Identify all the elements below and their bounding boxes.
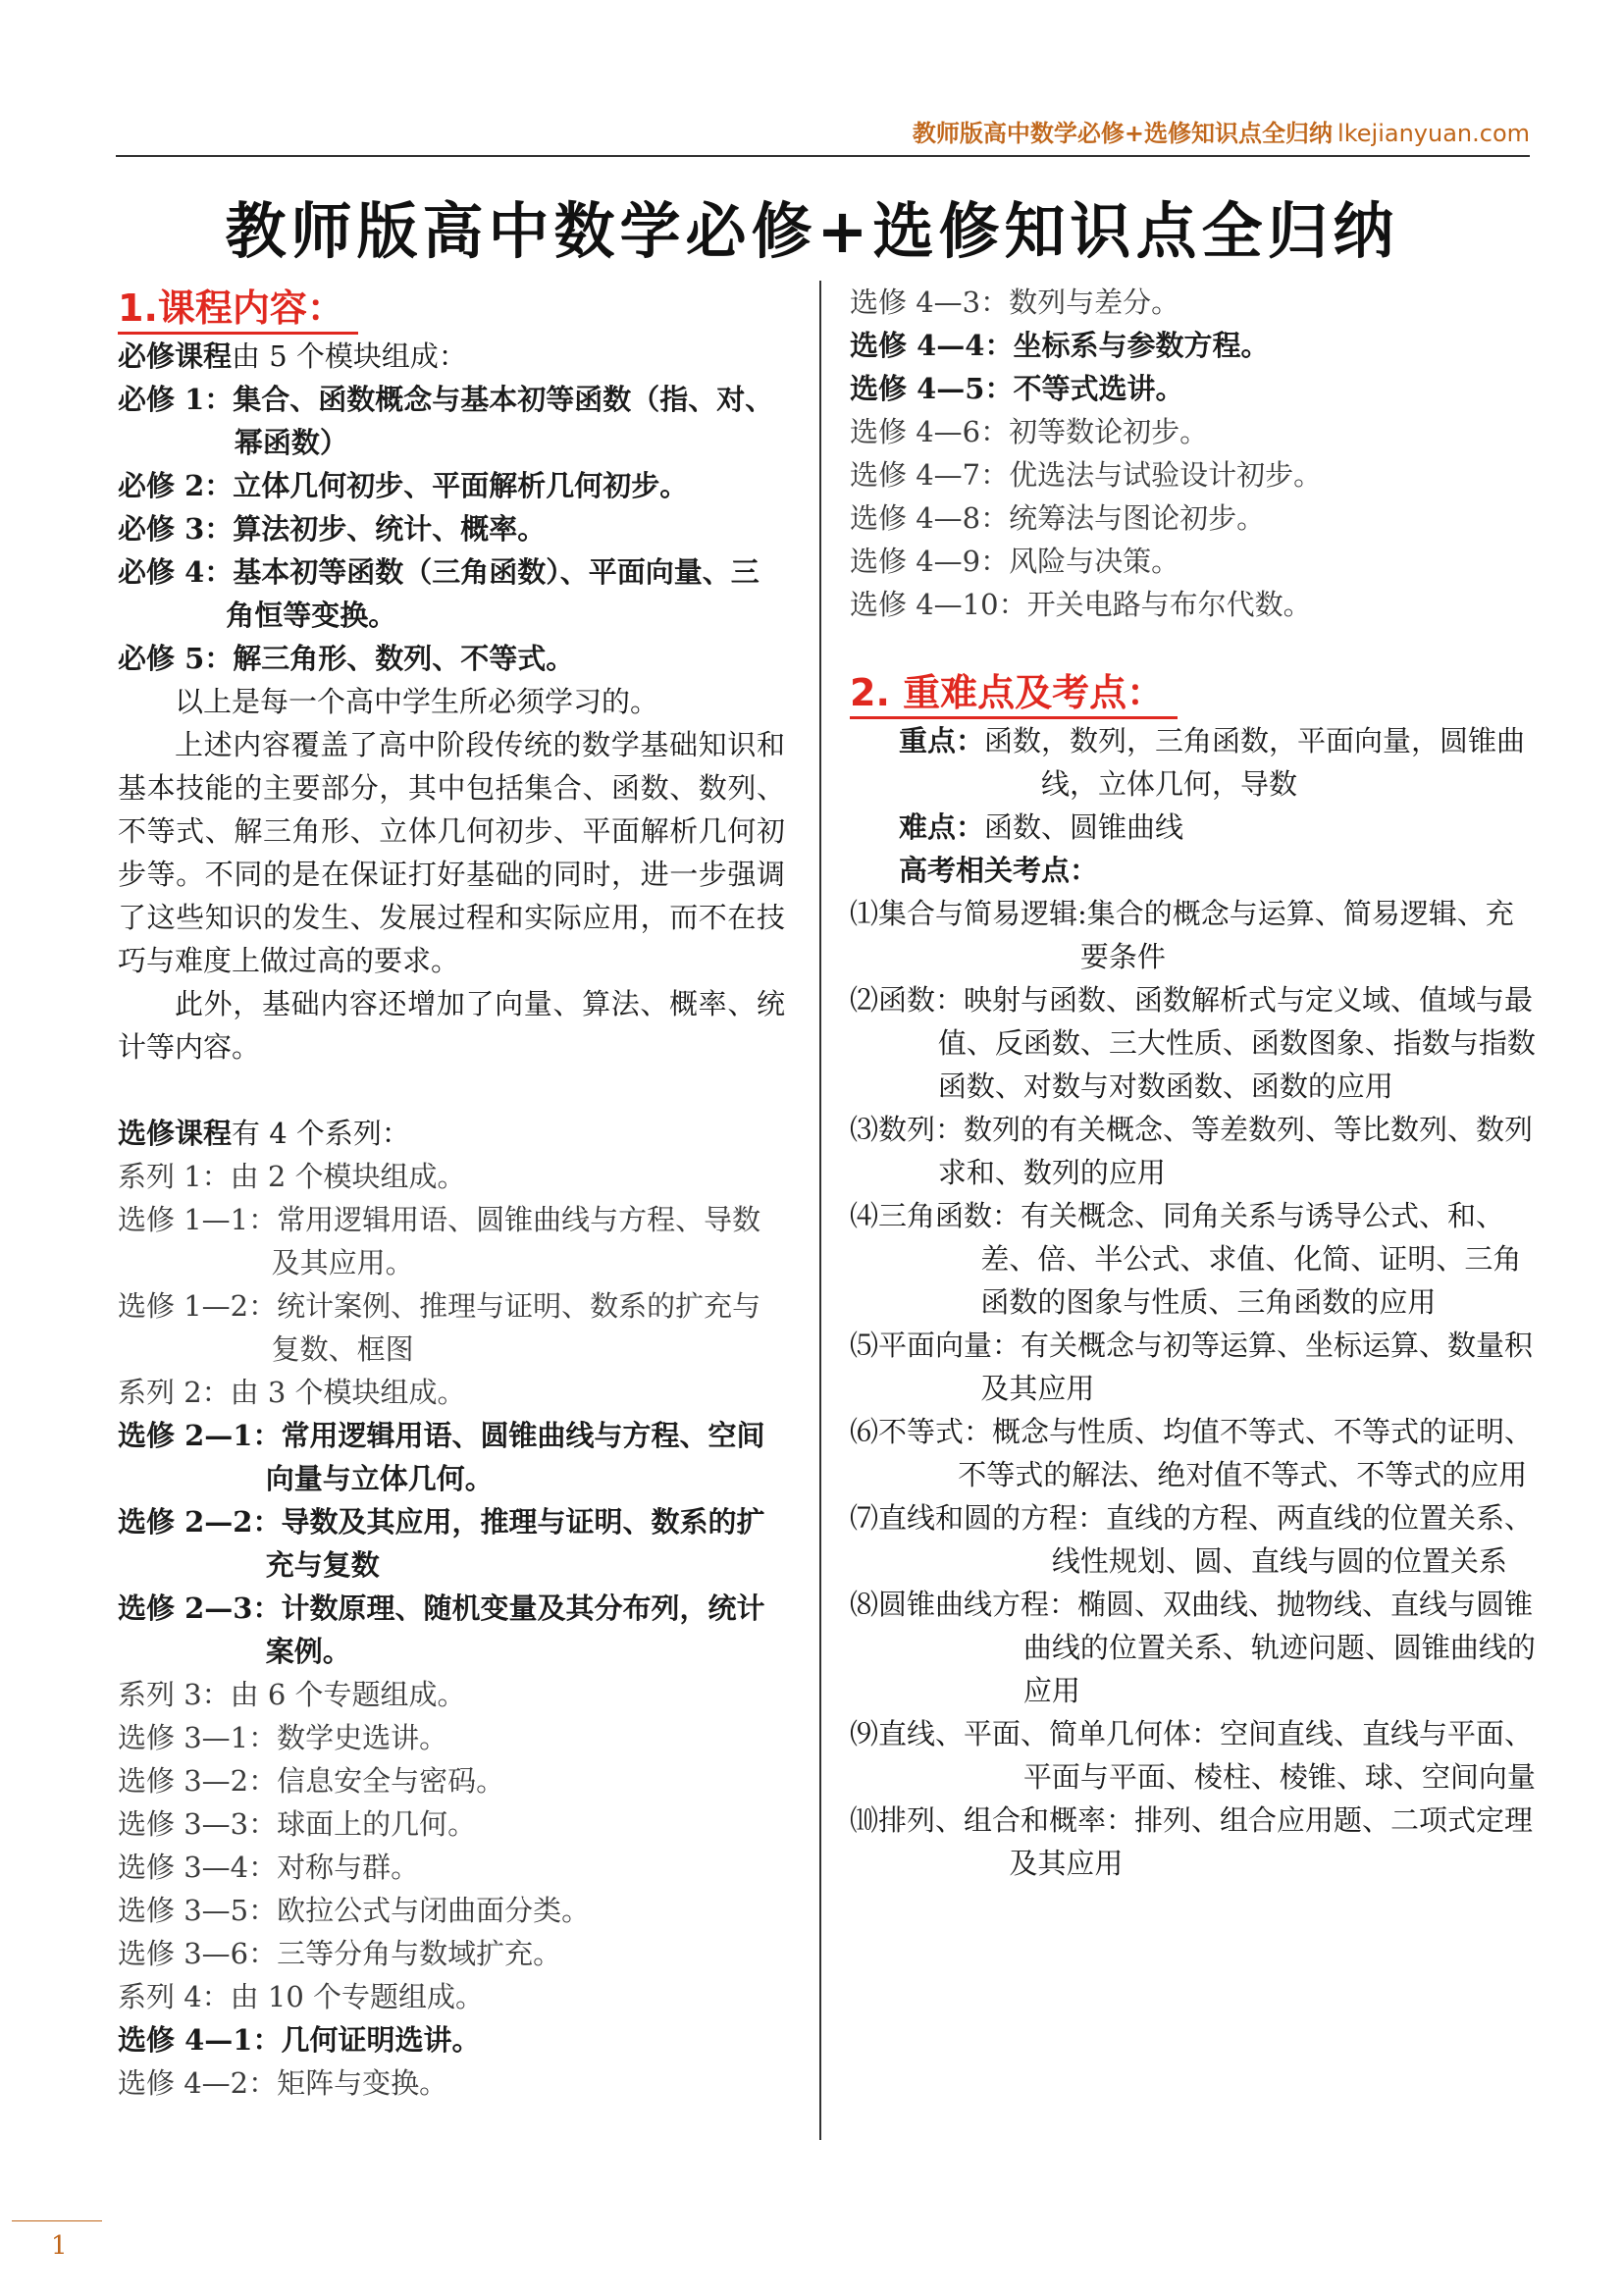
key-points: 重点：函数，数列，三角函数，平面向量，圆锥曲线，立体几何，导数: [899, 724, 1526, 801]
section-heading-course: 1.课程内容：: [118, 285, 358, 335]
exam-point-2: ⑵函数：映射与函数、函数解析式与定义域、值域与最值、反函数、三大性质、函数图象、指数与指数函数、对数与对数函数、函数的应用: [850, 983, 1536, 1103]
elective-1-2: 选修 1—2：统计案例、推理与证明、数系的扩充与复数、框图: [118, 1289, 761, 1366]
required-module-2: 必修 2：立体几何初步、平面解析几何初步。: [118, 469, 689, 502]
left-column: [118, 285, 785, 2105]
exam-point-5: ⑸平面向量：有关概念与初等运算、坐标运算、数量积及其应用: [850, 1329, 1534, 1405]
header-title: 教师版高中数学必修+选修知识点全归纳: [912, 120, 1333, 147]
elective-4-9: 选修 4—9：风险与决策。: [850, 545, 1180, 578]
elective-4-8: 选修 4—8：统筹法与图论初步。: [850, 501, 1266, 535]
elective-2-3: 选修 2—3：计数原理、随机变量及其分布列，统计案例。: [118, 1592, 765, 1668]
required-module-1: 必修 1：集合、函数概念与基本初等函数（指、对、幂函数）: [118, 383, 774, 459]
required-intro: 必修课程由 5 个模块组成：: [118, 339, 467, 373]
paragraph-2: 上述内容覆盖了高中阶段传统的数学基础知识和基本技能的主要部分，其中包括集合、函数、数列、不等式、解三角形、立体几何初步、平面解析几何初步等。不同的是在保证打好基础的同时，进一步强调了这些知识的发生、发展过程和实际应用，而不在技巧与难度上做过高的要求。: [118, 728, 785, 977]
elective-3-3: 选修 3—3：球面上的几何。: [118, 1807, 477, 1841]
elective-4-1: 选修 4—1：几何证明选讲。: [118, 2023, 481, 2057]
exam-point-8: ⑻圆锥曲线方程：椭圆、双曲线、抛物线、直线与圆锥曲线的位置关系、轨迹问题、圆锥曲线的应用: [850, 1588, 1536, 1707]
elective-3-4: 选修 3—4：对称与群。: [118, 1851, 420, 1884]
series-1: 系列 1：由 2 个模块组成。: [118, 1160, 466, 1193]
elective-4-4: 选修 4—4：坐标系与参数方程。: [850, 329, 1270, 362]
section-heading-key-points: 2. 重难点及考点：: [850, 669, 1178, 719]
series-4: 系列 4：由 10 个专题组成。: [118, 1980, 485, 2013]
exam-points-label: 高考相关考点：: [899, 854, 1099, 887]
exam-point-6: ⑹不等式：概念与性质、均值不等式、不等式的证明、不等式的解法、绝对值不等式、不等式的应用: [850, 1415, 1534, 1491]
elective-4-6: 选修 4—6：初等数论初步。: [850, 415, 1209, 448]
exam-point-4: ⑷三角函数：有关概念、同角关系与诱导公式、和、差、倍、半公式、求值、化简、证明、三角函数的图象与性质、三角函数的应用: [850, 1199, 1522, 1319]
elective-2-1: 选修 2—1：常用逻辑用语、圆锥曲线与方程、空间向量与立体几何。: [118, 1419, 765, 1495]
exam-point-3: ⑶数列：数列的有关概念、等差数列、等比数列、数列求和、数列的应用: [850, 1113, 1534, 1189]
column-divider: [819, 281, 821, 2140]
exam-point-1: ⑴集合与简易逻辑:集合的概念与运算、简易逻辑、充要条件: [850, 897, 1514, 973]
required-module-4: 必修 4：基本初等函数（三角函数）、平面向量、三角恒等变换。: [118, 555, 760, 632]
elective-4-2: 选修 4—2：矩阵与变换。: [118, 2066, 448, 2100]
elective-4-7: 选修 4—7：优选法与试验设计初步。: [850, 458, 1323, 492]
elective-4-10: 选修 4—10：开关电路与布尔代数。: [850, 588, 1312, 621]
paragraph-1: 以上是每一个高中学生所必须学习的。: [175, 685, 659, 718]
required-module-3: 必修 3：算法初步、统计、概率。: [118, 512, 547, 546]
exam-point-9: ⑼直线、平面、简单几何体：空间直线、直线与平面、平面与平面、棱柱、棱锥、球、空间向量: [850, 1717, 1536, 1794]
exam-point-7: ⑺直线和圆的方程：直线的方程、两直线的位置关系、线性规划、圆、直线与圆的位置关系: [850, 1501, 1534, 1578]
required-module-5: 必修 5：解三角形、数列、不等式。: [118, 642, 575, 675]
elective-4-5: 选修 4—5：不等式选讲。: [850, 372, 1184, 405]
elective-3-5: 选修 3—5：欧拉公式与闭曲面分类。: [118, 1894, 591, 1927]
exam-point-10: ⑽排列、组合和概率：排列、组合应用题、二项式定理及其应用: [850, 1803, 1534, 1880]
elective-3-1: 选修 3—1：数学史选讲。: [118, 1721, 448, 1754]
running-header: [116, 114, 1530, 157]
elective-intro: 选修课程有 4 个系列：: [118, 1117, 410, 1150]
right-column: [850, 281, 1537, 1885]
paragraph-3: 此外，基础内容还增加了向量、算法、概率、统计等内容。: [118, 987, 785, 1064]
elective-4-3: 选修 4—3：数列与差分。: [850, 286, 1180, 319]
header-site: lkejianyuan.com: [1337, 120, 1530, 147]
elective-3-2: 选修 3—2：信息安全与密码。: [118, 1764, 505, 1798]
footer-rule: [12, 2220, 102, 2221]
elective-3-6: 选修 3—6：三等分角与数域扩充。: [118, 1937, 562, 1970]
page-number: 1: [51, 2231, 68, 2261]
page-title: 教师版高中数学必修+选修知识点全归纳: [225, 195, 1399, 267]
series-2: 系列 2：由 3 个模块组成。: [118, 1376, 466, 1409]
elective-2-2: 选修 2—2：导数及其应用，推理与证明、数系的扩充与复数: [118, 1505, 765, 1582]
series-3: 系列 3：由 6 个专题组成。: [118, 1678, 466, 1711]
elective-1-1: 选修 1—1：常用逻辑用语、圆锥曲线与方程、导数及其应用。: [118, 1203, 761, 1279]
hard-points: 难点：函数、圆锥曲线: [899, 810, 1184, 844]
